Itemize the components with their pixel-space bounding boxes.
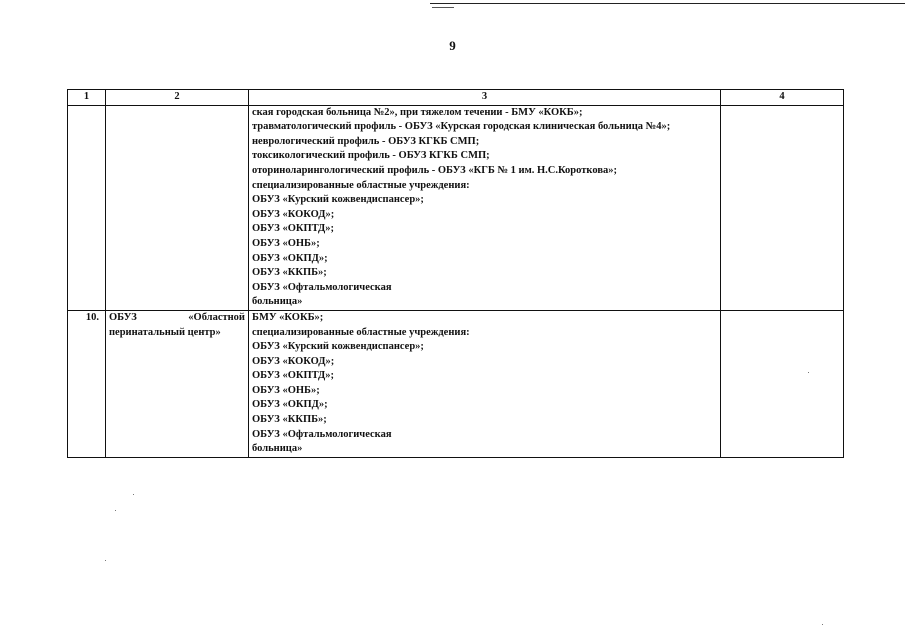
text-line: ОБУЗ «ОКПД»; bbox=[252, 399, 328, 411]
text-line: ОБУЗ «Курский кожвендиспансер»; bbox=[252, 341, 424, 353]
text-line: ская городская больница №2», при тяжелом течении - БМУ «КОКБ»; bbox=[252, 106, 583, 118]
text-line: травматологический профиль - ОБУЗ «Курская городская клиническая больница №4»; bbox=[252, 121, 671, 133]
table-row-10 bbox=[68, 310, 844, 457]
text-line: ОБУЗ «ОКПД»; bbox=[252, 252, 328, 264]
row-number-cell bbox=[68, 105, 106, 310]
header-cell-2: 2 bbox=[106, 90, 249, 106]
text-line: ОБУЗ «КОКОД»; bbox=[252, 355, 335, 367]
top-rule-mark bbox=[432, 7, 454, 8]
page-number: 9 bbox=[449, 38, 456, 53]
text-line: ОБУЗ «ККПБ»; bbox=[252, 414, 327, 426]
text-line: ОБУЗ «ОНБ»; bbox=[252, 237, 320, 249]
header-cell-3: 3 bbox=[249, 90, 721, 106]
scan-speck bbox=[808, 372, 809, 373]
text-line: ОБУЗ «ОКПТД»; bbox=[252, 370, 334, 382]
notes-cell bbox=[721, 105, 844, 310]
text-line: ОБУЗ «Курский кожвендиспансер»; bbox=[252, 194, 424, 206]
header-cell-1: 1 bbox=[68, 90, 106, 106]
text-line: ОБУЗ «ОНБ»; bbox=[252, 384, 320, 396]
text-line: специализированные областные учреждения: bbox=[252, 326, 470, 338]
routing-cell bbox=[249, 310, 721, 457]
facility-cell bbox=[106, 105, 249, 310]
facility-cell: ОБУЗ «Областной перинатальный центр» bbox=[106, 310, 249, 457]
text-line: токсикологический профиль - ОБУЗ КГКБ СМП; bbox=[252, 150, 490, 162]
text-line: специализированные областные учреждения: bbox=[252, 179, 470, 191]
top-rule bbox=[430, 3, 905, 4]
table-header-row bbox=[68, 90, 844, 106]
scan-speck bbox=[105, 560, 106, 561]
text-line: больница» bbox=[252, 443, 303, 455]
text-line: ОБУЗ «ККПБ»; bbox=[252, 267, 327, 279]
scan-speck bbox=[822, 624, 823, 625]
text-line: неврологический профиль - ОБУЗ КГКБ СМП; bbox=[252, 135, 480, 147]
header-cell-4: 4 bbox=[721, 90, 844, 106]
scan-speck bbox=[133, 494, 134, 495]
document-table bbox=[67, 89, 844, 458]
text-line: ОБУЗ «ОКПТД»; bbox=[252, 223, 334, 235]
text-line: ОБУЗ «КОКОД»; bbox=[252, 208, 335, 220]
row-number-cell: 10. bbox=[68, 310, 106, 457]
text-line: больница» bbox=[252, 296, 303, 308]
table-row-continuation bbox=[68, 105, 844, 310]
scan-speck bbox=[115, 510, 116, 511]
text-line: оториноларингологический профиль - ОБУЗ «КГБ № 1 им. Н.С.Короткова»; bbox=[252, 164, 617, 176]
text-line: ОБУЗ «Офтальмологическая bbox=[252, 281, 392, 293]
notes-cell bbox=[721, 310, 844, 457]
text-line: БМУ «КОКБ»; bbox=[252, 311, 324, 323]
text-line: ОБУЗ «Офтальмологическая bbox=[252, 428, 392, 440]
routing-cell bbox=[249, 105, 721, 310]
